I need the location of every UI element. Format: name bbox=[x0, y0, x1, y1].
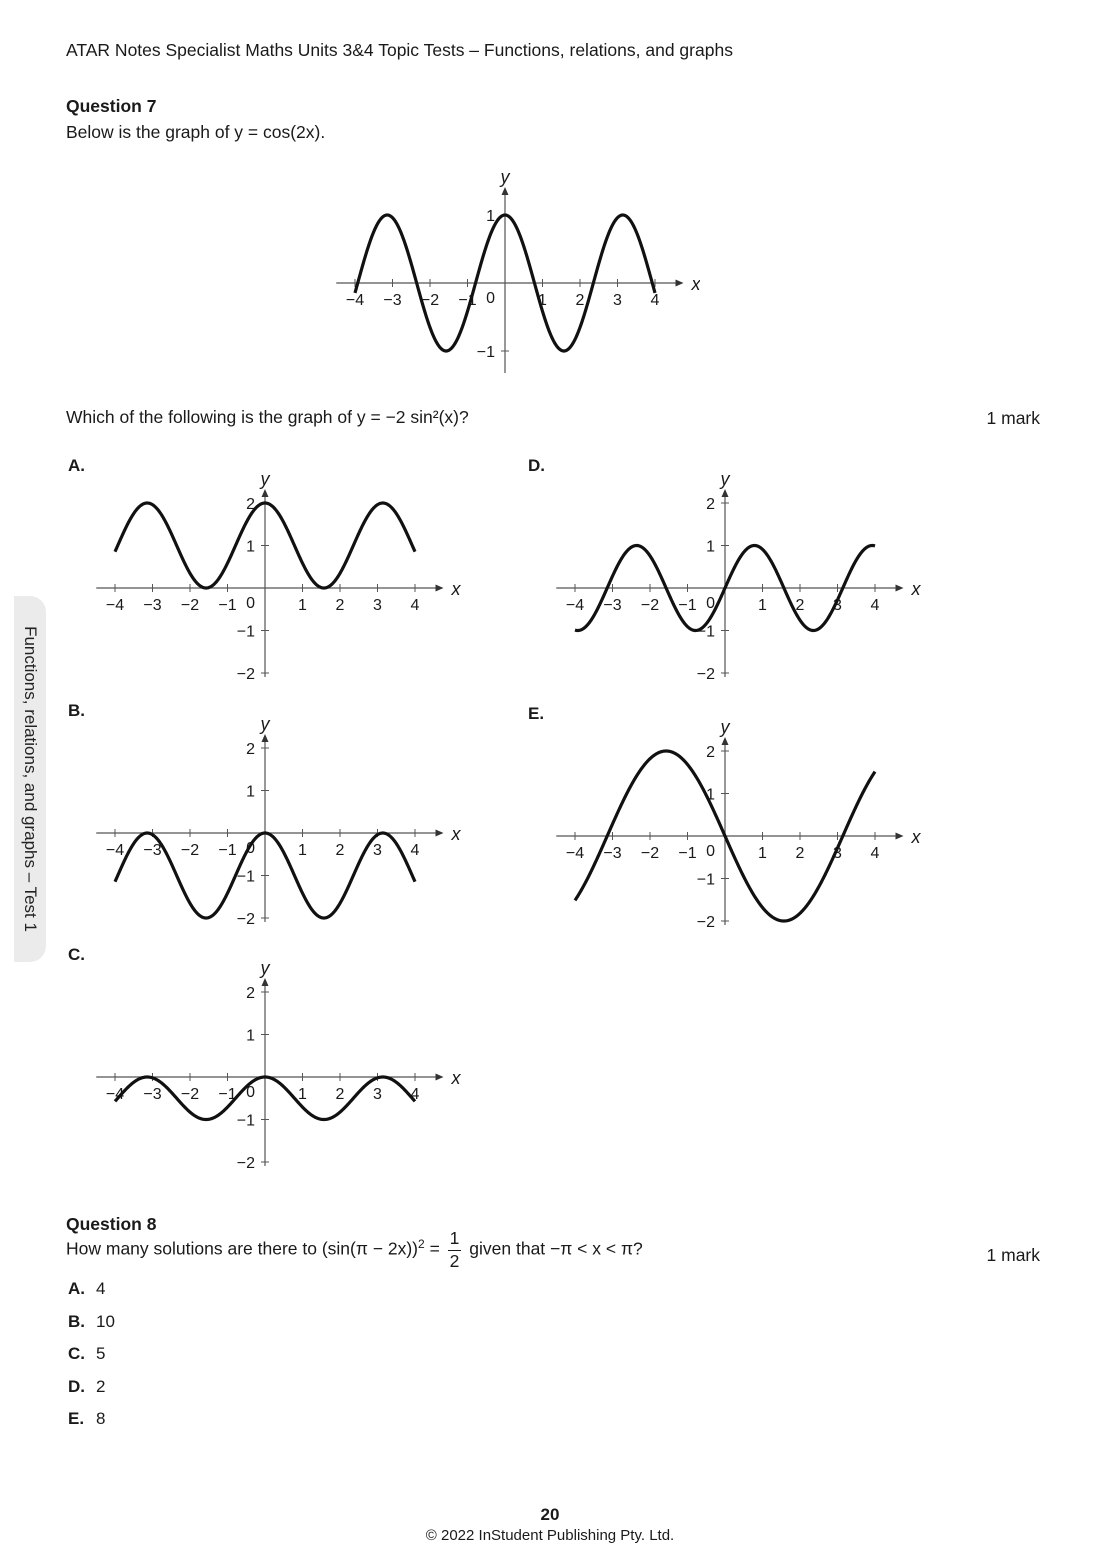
x-tick-label: −2 bbox=[420, 292, 440, 309]
origin-label: 0 bbox=[706, 843, 715, 860]
origin-label: 0 bbox=[246, 1084, 255, 1101]
y-tick-label: −2 bbox=[236, 1155, 255, 1172]
chart-option-c[interactable] bbox=[90, 959, 470, 1179]
copyright: © 2022 InStudent Publishing Pty. Ltd. bbox=[425, 1527, 675, 1544]
y-tick-label: −2 bbox=[236, 911, 255, 928]
x-tick-label: 1 bbox=[538, 292, 547, 309]
question-7-prompt-text: Which of the following is the graph of bbox=[66, 407, 357, 427]
question-8-equals: = bbox=[429, 1238, 440, 1259]
x-axis-label: x bbox=[451, 1068, 461, 1088]
x-tick-label: 3 bbox=[613, 292, 622, 309]
y-tick-label: 2 bbox=[706, 496, 715, 513]
chart-option-b[interactable] bbox=[90, 715, 470, 935]
question-7-intro bbox=[66, 122, 325, 143]
x-tick-label: −1 bbox=[678, 845, 697, 862]
y-tick-label: −1 bbox=[476, 344, 495, 361]
x-tick-label: 3 bbox=[833, 597, 842, 614]
origin-label: 0 bbox=[246, 840, 255, 857]
y-axis-arrow-icon bbox=[262, 734, 269, 742]
x-tick-label: 1 bbox=[298, 1086, 307, 1103]
y-tick-label: 2 bbox=[246, 985, 255, 1002]
x-tick-label: 2 bbox=[335, 842, 345, 859]
y-axis-label: y bbox=[260, 470, 270, 489]
question-7-intro-function: y = cos(2x). bbox=[234, 122, 326, 142]
answer-label: B. bbox=[68, 1311, 85, 1331]
chart-main bbox=[330, 165, 700, 380]
x-tick-label: 4 bbox=[410, 1086, 420, 1103]
x-tick-label: 2 bbox=[575, 292, 585, 309]
y-tick-label: −1 bbox=[236, 1112, 255, 1130]
option-label-c: C. bbox=[68, 945, 85, 964]
x-axis-label: x bbox=[451, 579, 461, 599]
origin-label: 0 bbox=[486, 290, 495, 307]
x-tick-label: 4 bbox=[410, 597, 420, 614]
y-tick-label: 1 bbox=[246, 538, 255, 556]
option-label-d: D. bbox=[528, 456, 545, 475]
y-tick-label: 1 bbox=[486, 208, 495, 225]
question-7-title: Question 7 bbox=[66, 96, 157, 116]
x-tick-label: 4 bbox=[410, 842, 420, 859]
chart-option-e[interactable] bbox=[550, 718, 930, 938]
fraction-denominator: 2 bbox=[449, 1250, 460, 1271]
page-number: 20 bbox=[540, 1505, 560, 1524]
question-8-prompt-text: How many solutions are there to (sin(π − 2x)) bbox=[66, 1238, 418, 1259]
x-tick-label: −2 bbox=[180, 1086, 200, 1103]
x-tick-label: 2 bbox=[795, 845, 805, 862]
y-tick-label: 2 bbox=[246, 496, 255, 513]
running-header: ATAR Notes Specialist Maths Units 3&4 Topic Tests – Functions, relations, and graphs bbox=[66, 40, 733, 60]
side-tab-label: Functions, relations, and graphs – Test 1 bbox=[21, 626, 40, 932]
y-tick-label: 1 bbox=[706, 538, 715, 556]
answer-option-d[interactable] bbox=[68, 1377, 115, 1410]
y-tick-label: 1 bbox=[246, 1027, 255, 1045]
question-8-title: Question 8 bbox=[66, 1214, 157, 1234]
y-axis-arrow-icon bbox=[262, 489, 269, 497]
x-tick-label: 1 bbox=[758, 845, 767, 862]
question-8-fraction bbox=[448, 1230, 462, 1270]
option-label-b: B. bbox=[68, 701, 85, 720]
y-axis-label: y bbox=[500, 167, 510, 187]
question-8-power: 2 bbox=[418, 1236, 425, 1251]
x-tick-label: −1 bbox=[458, 292, 477, 309]
x-tick-label: 2 bbox=[795, 597, 805, 614]
option-label-e: E. bbox=[528, 704, 545, 723]
y-tick-label: −2 bbox=[236, 666, 255, 683]
answer-value: 4 bbox=[96, 1279, 106, 1298]
answer-label: A. bbox=[68, 1279, 85, 1298]
y-tick-label: −1 bbox=[236, 868, 255, 886]
x-tick-label: 3 bbox=[373, 597, 382, 614]
x-tick-label: −1 bbox=[678, 597, 697, 614]
side-tab bbox=[14, 596, 46, 962]
x-axis-label: x bbox=[911, 579, 921, 599]
x-tick-label: −3 bbox=[603, 597, 622, 614]
question-7-prompt bbox=[66, 407, 469, 428]
x-tick-label: −2 bbox=[180, 597, 200, 614]
x-axis-arrow-icon bbox=[436, 1074, 444, 1081]
x-tick-label: −2 bbox=[180, 842, 200, 859]
y-tick-label: −1 bbox=[236, 623, 255, 641]
x-tick-label: 1 bbox=[298, 597, 307, 614]
answer-label: E. bbox=[68, 1409, 85, 1428]
chart-option-a[interactable] bbox=[90, 470, 470, 690]
question-8-marks: 1 mark bbox=[986, 1245, 1040, 1265]
x-tick-label: 3 bbox=[833, 845, 842, 862]
x-tick-label: −3 bbox=[143, 842, 162, 859]
question-7-intro-text: Below is the graph of bbox=[66, 122, 235, 142]
answer-label: C. bbox=[68, 1344, 85, 1363]
x-tick-label: 1 bbox=[298, 842, 307, 859]
x-tick-label: −4 bbox=[105, 1086, 125, 1103]
answer-option-c[interactable] bbox=[68, 1344, 115, 1377]
x-tick-label: 2 bbox=[335, 1086, 345, 1103]
x-tick-label: 4 bbox=[650, 292, 660, 309]
x-tick-label: 3 bbox=[373, 1086, 382, 1103]
x-axis-arrow-icon bbox=[436, 830, 444, 837]
x-tick-label: −4 bbox=[565, 597, 585, 614]
question-8-condition: given that −π < x < π? bbox=[469, 1238, 643, 1259]
x-tick-label: −4 bbox=[345, 292, 365, 309]
x-tick-label: 3 bbox=[373, 842, 382, 859]
x-tick-label: −4 bbox=[105, 597, 125, 614]
answer-option-b[interactable] bbox=[68, 1312, 115, 1345]
x-axis-arrow-icon bbox=[896, 833, 904, 840]
y-axis-label: y bbox=[720, 718, 730, 737]
y-axis-arrow-icon bbox=[502, 187, 509, 195]
answer-value: 5 bbox=[96, 1344, 106, 1363]
x-tick-label: −3 bbox=[143, 1086, 162, 1103]
y-tick-label: −2 bbox=[696, 666, 715, 683]
answer-option-a[interactable] bbox=[68, 1279, 115, 1312]
x-tick-label: 2 bbox=[335, 597, 345, 614]
answer-value: 2 bbox=[96, 1376, 106, 1396]
x-axis-label: x bbox=[691, 274, 700, 294]
y-tick-label: −2 bbox=[696, 914, 715, 931]
x-tick-label: −2 bbox=[640, 597, 660, 614]
y-axis-arrow-icon bbox=[722, 737, 729, 745]
question-8-options bbox=[68, 1279, 115, 1442]
answer-value: 8 bbox=[96, 1409, 106, 1428]
x-tick-label: −2 bbox=[640, 845, 660, 862]
y-tick-label: 1 bbox=[706, 786, 715, 804]
y-axis-label: y bbox=[260, 715, 270, 734]
x-tick-label: −1 bbox=[218, 1086, 237, 1103]
y-axis-arrow-icon bbox=[722, 489, 729, 497]
y-axis-label: y bbox=[260, 959, 270, 978]
y-tick-label: 2 bbox=[706, 744, 715, 761]
x-axis-label: x bbox=[911, 827, 921, 847]
y-axis-arrow-icon bbox=[262, 978, 269, 986]
x-tick-label: −3 bbox=[383, 292, 402, 309]
x-tick-label: −4 bbox=[565, 845, 585, 862]
x-tick-label: −3 bbox=[603, 845, 622, 862]
origin-label: 0 bbox=[246, 595, 255, 612]
x-axis-arrow-icon bbox=[436, 585, 444, 592]
x-axis-label: x bbox=[451, 824, 461, 844]
x-tick-label: 4 bbox=[870, 597, 880, 614]
x-axis-arrow-icon bbox=[676, 280, 684, 287]
y-tick-label: −1 bbox=[696, 623, 715, 641]
y-axis-label: y bbox=[720, 470, 730, 489]
question-7-prompt-function: y = −2 sin²(x)? bbox=[356, 407, 469, 427]
x-tick-label: 4 bbox=[870, 845, 880, 862]
origin-label: 0 bbox=[706, 595, 715, 612]
x-tick-label: −1 bbox=[218, 842, 237, 859]
x-tick-label: 1 bbox=[758, 597, 767, 614]
question-8-prompt bbox=[66, 1230, 643, 1270]
y-tick-label: 2 bbox=[246, 741, 255, 758]
x-axis-arrow-icon bbox=[896, 585, 904, 592]
question-7-marks: 1 mark bbox=[986, 408, 1040, 428]
answer-value: 10 bbox=[96, 1311, 115, 1331]
y-tick-label: −1 bbox=[696, 871, 715, 889]
option-label-a: A. bbox=[68, 456, 85, 475]
x-tick-label: −4 bbox=[105, 842, 125, 859]
y-tick-label: 1 bbox=[246, 783, 255, 801]
answer-label: D. bbox=[68, 1376, 85, 1396]
chart-option-d[interactable] bbox=[550, 470, 930, 690]
x-tick-label: −1 bbox=[218, 597, 237, 614]
x-tick-label: −3 bbox=[143, 597, 162, 614]
fraction-numerator: 1 bbox=[448, 1230, 462, 1251]
answer-option-e[interactable] bbox=[68, 1409, 115, 1442]
